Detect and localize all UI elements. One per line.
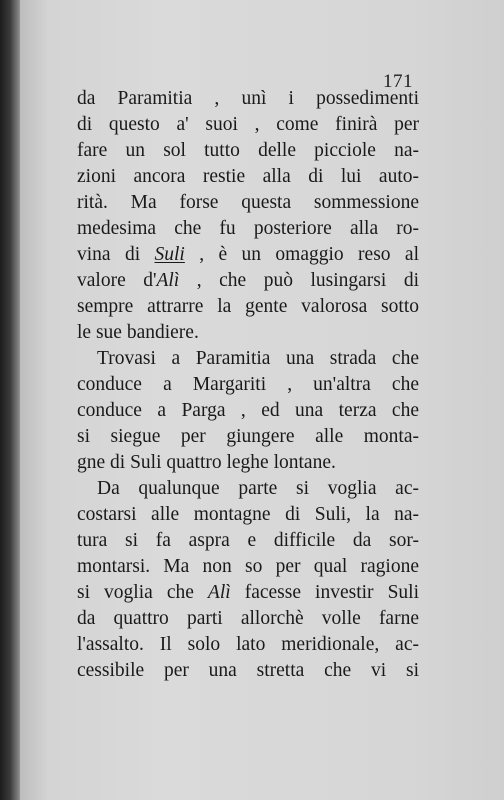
text-line: Da qualunque parte si voglia ac- bbox=[97, 478, 419, 499]
text-line: tura si fa aspra e difficile da sor- bbox=[77, 530, 419, 551]
text-line: montarsi. Ma non so per qual ragione bbox=[77, 556, 419, 577]
text-line: Trovasi a Paramitia una strada che bbox=[97, 348, 419, 369]
person-name-ali: Alì bbox=[207, 582, 231, 603]
body-text bbox=[77, 86, 419, 684]
text-line: gne di Suli quattro leghe lontane. bbox=[77, 452, 336, 473]
text-line: costarsi alle montagne di Suli, la na- bbox=[77, 504, 419, 525]
page-number: 171 bbox=[383, 71, 413, 92]
text-line: sempre attrarre la gente valorosa sotto bbox=[77, 296, 419, 317]
book-binding-gutter bbox=[0, 0, 22, 800]
text-line: rità. Ma forse questa sommessione bbox=[77, 192, 419, 213]
text-line: l'assalto. Il solo lato meridionale, ac- bbox=[77, 634, 419, 655]
text-line: conduce a Margariti , un'altra che bbox=[77, 374, 419, 395]
text-line: di questo a' suoi , come finirà per bbox=[77, 114, 419, 135]
text-line: cessibile per una stretta che vi si bbox=[77, 660, 419, 681]
person-name-ali: Alì bbox=[156, 270, 180, 291]
text-line: le sue bandiere. bbox=[77, 322, 199, 343]
text-line: da quattro parti allorchè volle farne bbox=[77, 608, 419, 629]
place-name-suli: Suli bbox=[154, 244, 185, 265]
text-line: fare un sol tutto delle picciole na- bbox=[77, 140, 419, 161]
text-line: si voglia che Alì facesse investir Suli bbox=[77, 582, 419, 603]
text-line: da Paramitia , unì i possedimenti bbox=[77, 88, 419, 109]
text-line: si siegue per giungere alle monta- bbox=[77, 426, 419, 447]
book-page bbox=[20, 0, 504, 800]
text-line: valore d'Alì , che può lusingarsi di bbox=[77, 270, 419, 291]
text-line: zioni ancora restie alla di lui auto- bbox=[77, 166, 419, 187]
text-line: vina di Suli , è un omaggio reso al bbox=[77, 244, 419, 265]
text-line: conduce a Parga , ed una terza che bbox=[77, 400, 419, 421]
text-line: medesima che fu posteriore alla ro- bbox=[77, 218, 419, 239]
